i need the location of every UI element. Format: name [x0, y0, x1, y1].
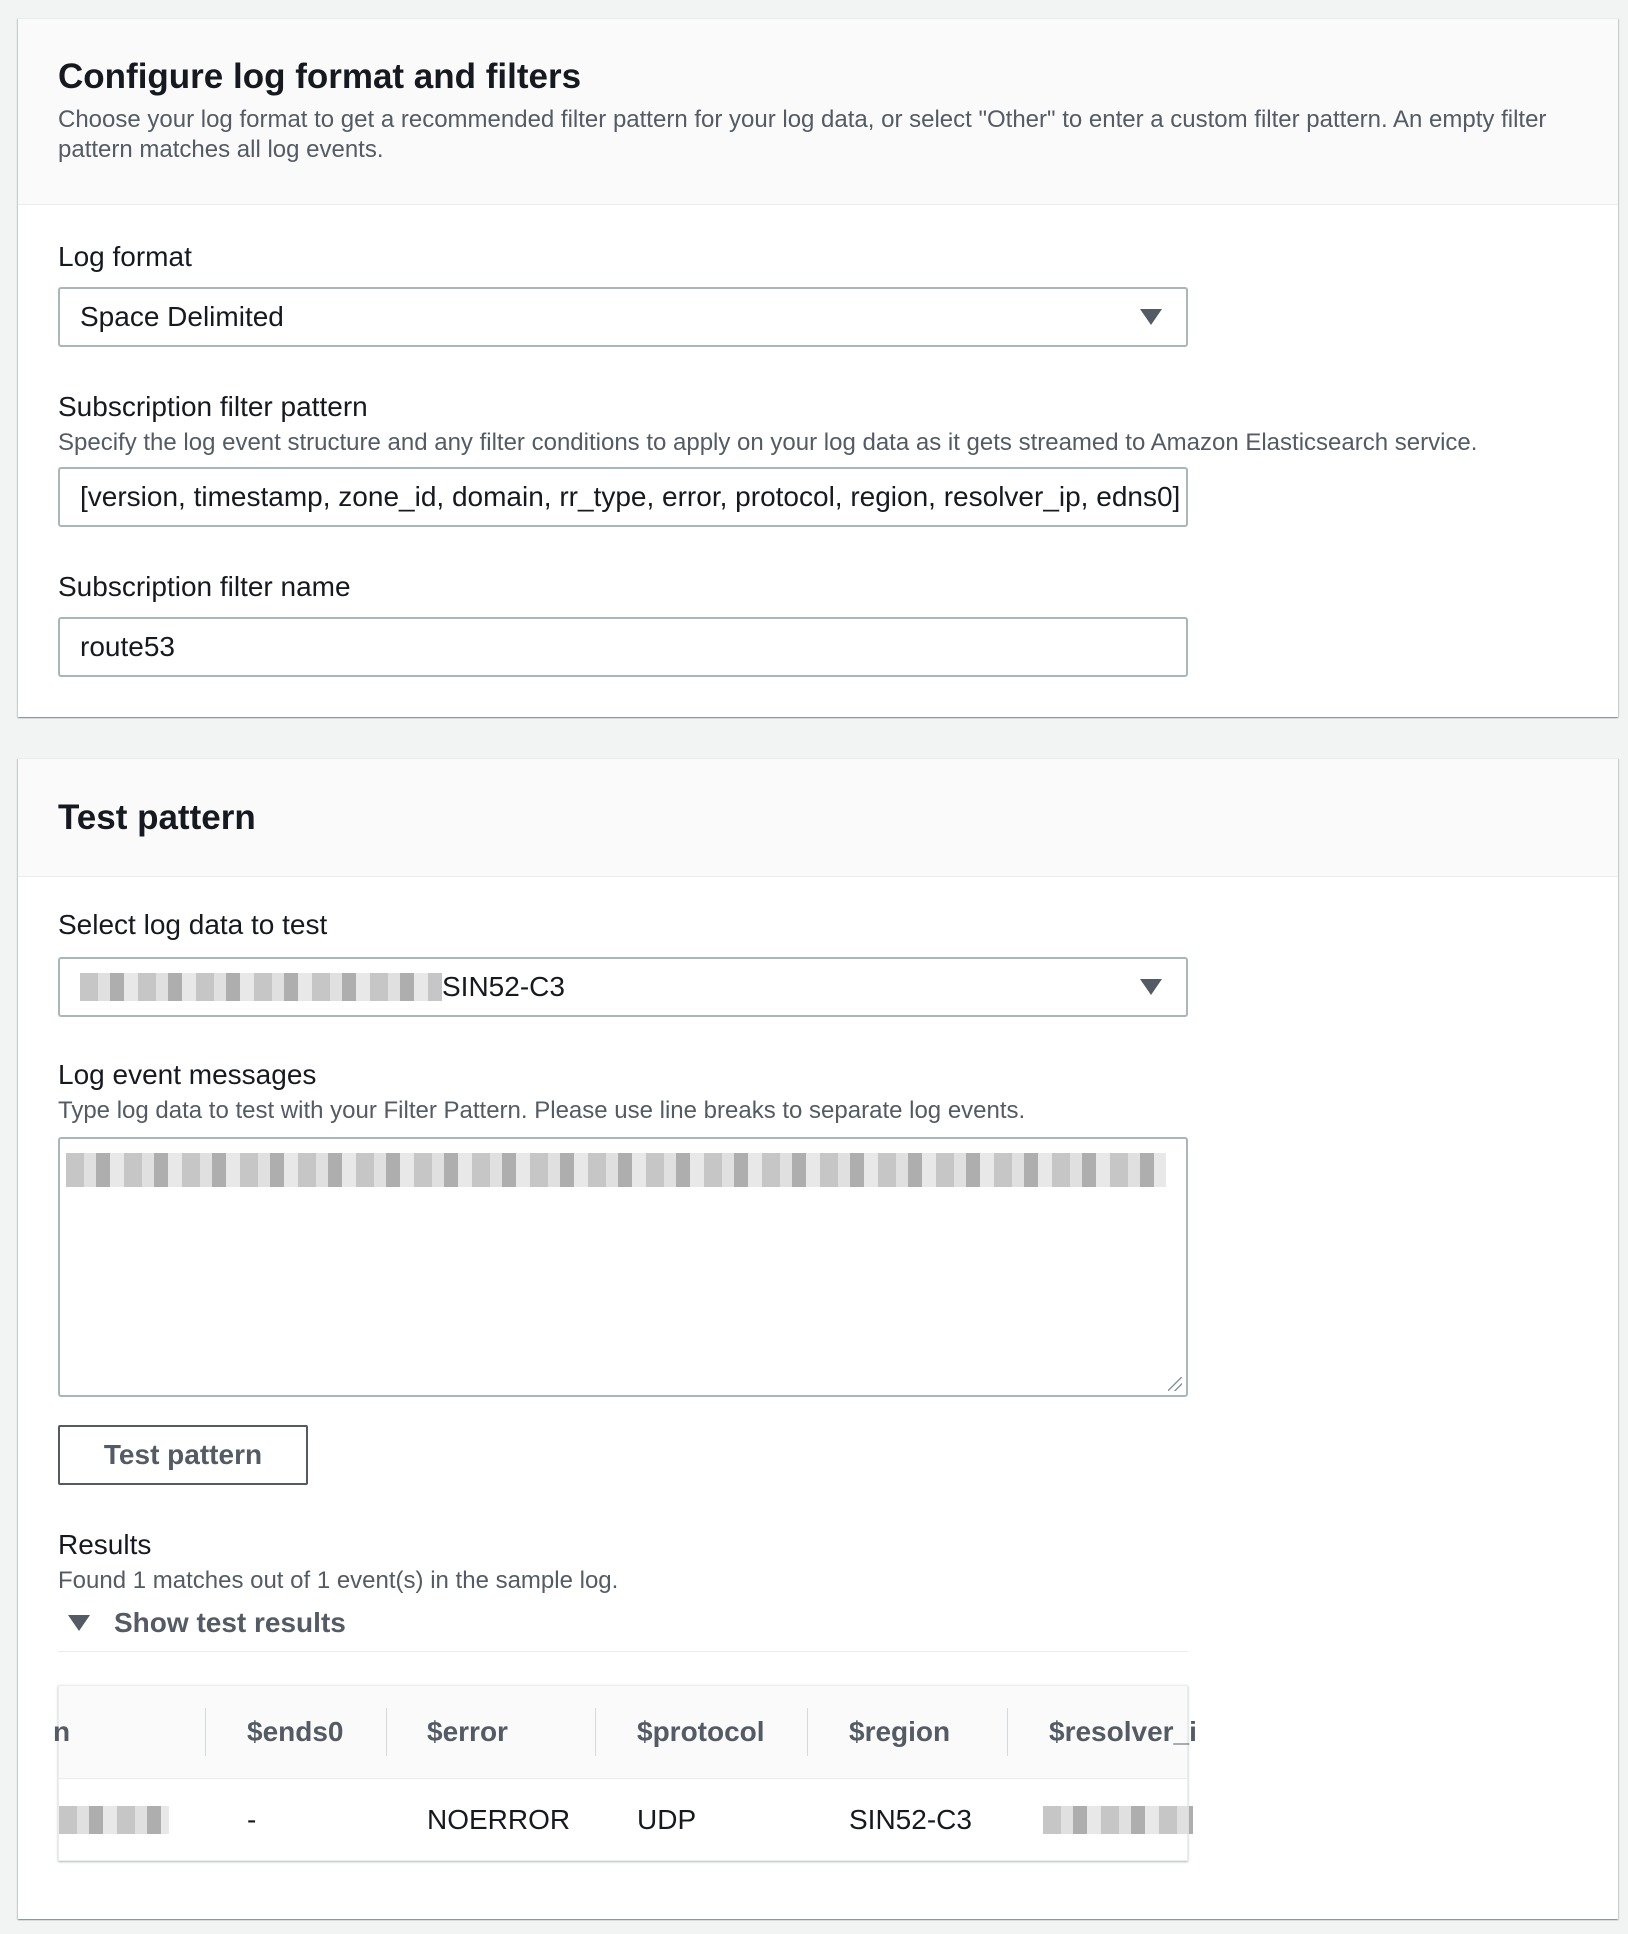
column-divider: [595, 1708, 596, 1756]
column-header[interactable]: $protocol: [637, 1716, 765, 1747]
column-divider: [386, 1708, 387, 1756]
log-format-selected-value: Space Delimited: [80, 301, 284, 332]
resize-handle-icon[interactable]: [1168, 1377, 1182, 1391]
table-cell: UDP: [637, 1804, 697, 1835]
column-header[interactable]: n: [53, 1716, 71, 1747]
table-cell: [1043, 1778, 1193, 1862]
filter-pattern-label: Subscription filter pattern: [58, 391, 368, 422]
show-test-results-label: Show test results: [114, 1607, 346, 1638]
caret-down-icon: [1140, 979, 1162, 995]
panel-title: Test pattern: [58, 797, 256, 837]
show-test-results-toggle[interactable]: [58, 1595, 1188, 1652]
log-event-messages-textarea[interactable]: [58, 1137, 1188, 1397]
caret-down-icon: [1140, 309, 1162, 325]
table-cell: NOERROR: [427, 1804, 571, 1835]
table-cell: SIN52-C3: [849, 1804, 972, 1835]
test-results-table: [53, 1685, 1197, 1861]
results-summary: Found 1 matches out of 1 event(s) in the sample log.: [58, 1567, 619, 1594]
column-header[interactable]: $region: [849, 1716, 951, 1747]
select-log-data-select[interactable]: [58, 957, 1188, 1017]
redacted-cell: [1043, 1806, 1193, 1834]
filter-name-label: Subscription filter name: [58, 571, 351, 602]
panel-header: [18, 19, 1618, 205]
column-header[interactable]: $resolver_i: [1049, 1716, 1197, 1747]
log-format-select[interactable]: [58, 287, 1188, 347]
test-pattern-button[interactable]: Test pattern: [58, 1425, 308, 1485]
log-event-messages-label: Log event messages: [58, 1059, 317, 1090]
panel-title: Configure log format and filters: [58, 57, 582, 96]
redacted-log-event: [66, 1153, 1166, 1187]
select-log-data-value: SIN52-C3: [442, 971, 565, 1002]
select-log-data-label: Select log data to test: [58, 909, 328, 940]
configure-log-format-panel: [18, 18, 1618, 717]
filter-name-value: route53: [80, 631, 175, 662]
filter-pattern-value: [version, timestamp, zone_id, domain, rr_type, error, protocol, region, resolver_ip, edns0]: [80, 481, 1181, 512]
redacted-log-stream-prefix: [80, 973, 442, 1001]
column-divider: [807, 1708, 808, 1756]
table-header: [53, 1686, 1197, 1779]
redacted-cell: [59, 1806, 169, 1834]
table-cell: [59, 1778, 169, 1862]
caret-down-icon: [68, 1615, 90, 1631]
filter-pattern-description: Specify the log event structure and any filter conditions to apply on your log data as it gets streamed to Amazon Elasticsearch service.: [58, 429, 1478, 456]
filter-pattern-input[interactable]: [58, 467, 1188, 527]
column-divider: [1007, 1708, 1008, 1756]
table-cell: -: [247, 1804, 257, 1835]
test-pattern-panel: [18, 758, 1618, 1919]
filter-name-input[interactable]: [58, 617, 1188, 677]
results-label: Results: [58, 1529, 152, 1560]
column-divider: [205, 1708, 206, 1756]
column-header[interactable]: $error: [427, 1716, 508, 1747]
panel-header: [18, 759, 1618, 877]
panel-description: Choose your log format to get a recommended filter pattern for your log data, or select "Other" to enter a custom filter pattern. An empty filter pattern matches all log events.: [58, 106, 1547, 163]
column-header[interactable]: $ends0: [247, 1716, 344, 1747]
log-format-label: Log format: [58, 241, 192, 272]
log-event-messages-description: Type log data to test with your Filter Pattern. Please use line breaks to separate log events.: [58, 1097, 1026, 1124]
